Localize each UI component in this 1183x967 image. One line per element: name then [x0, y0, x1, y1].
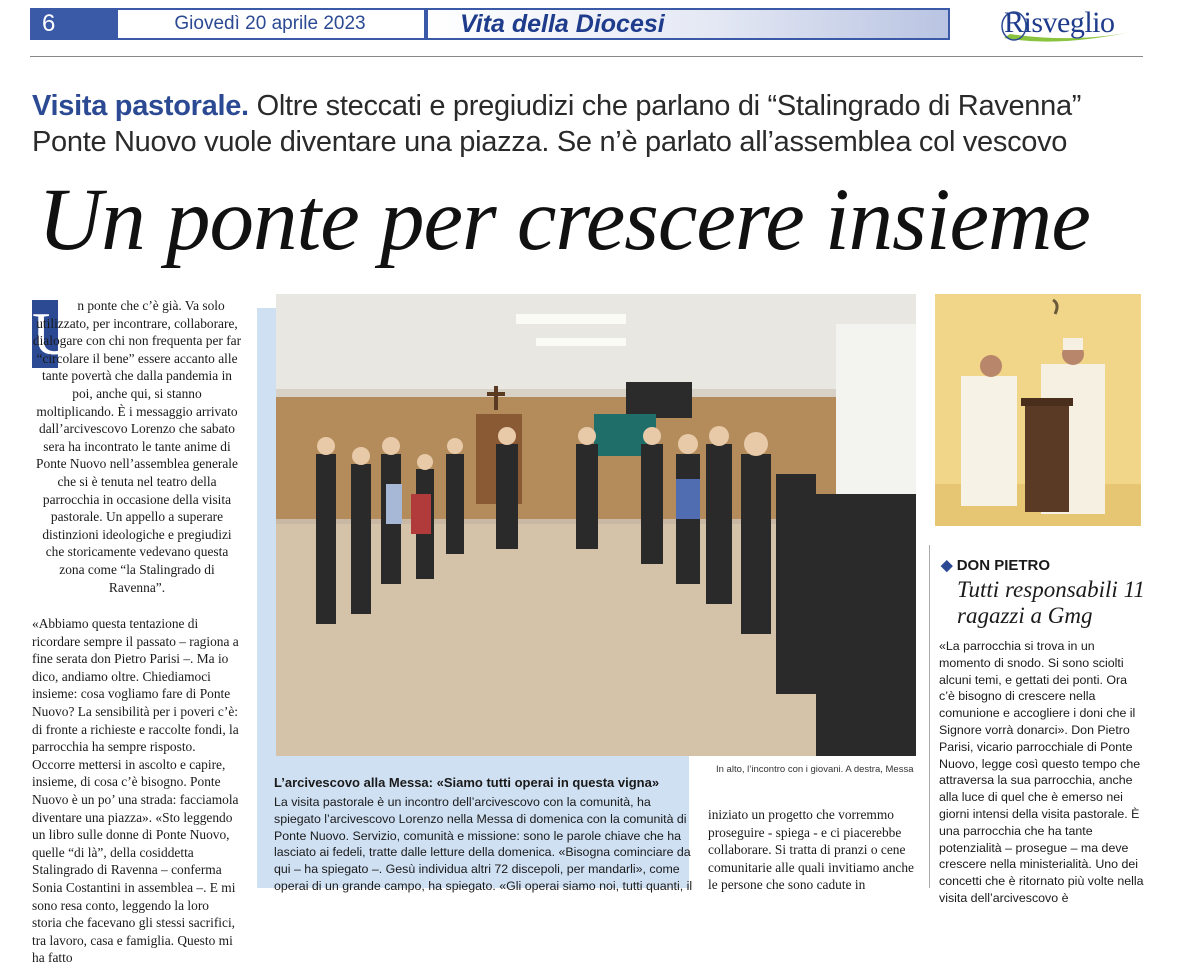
header-divider — [30, 56, 1143, 57]
sidebar-title: Tutti responsabili 11 ragazzi a Gmg — [957, 577, 1145, 628]
drop-cap: U — [32, 301, 76, 367]
page-number: 6 — [42, 10, 56, 37]
box-text: La visita pastorale è un incontro dell’arcivescovo con la comunità, ha spiegato l’arcivescovo Lorenzo nella Messa di domenica con la comunità di Ponte Nuovo. Servizio, comunità e missione: sono le parole chiave che ha lasciato ai fedeli, tratte dalle letture della domenica. «Bisogna cominciare da qui – ha spiegato –. Gesù individua altri 72 discepoli, per mandarli», come operai di un grande campo, ha spiegato. «Gli operai siamo noi, tutti quanti, il — [274, 795, 693, 893]
mass-photo — [935, 294, 1141, 526]
body-paragraph-1: n ponte che c’è già. Va solo utilizzato, per incontrare, collaborare, dialogare con chi non frequenta per far “circolare il bene” essere accanto alle tante povertà che dalla pandemia in poi, anche qui, si stanno moltiplicando. È i messaggio arrivato dall’arcivescovo Lorenzo che sabato sera ha incontrato le tante anime di Ponte Nuovo nell’assemblea generale che si è tenuta nel teatro della parrocchia in occasione della visita pastorale. Un appello a superare distinzioni ideologiche e pregiudizi che storicamente vedevano questa zona come “la Stalingrado di Ravenna”. — [32, 298, 242, 595]
box-title: L’arcivescovo alla Messa: «Siamo tutti operai in questa vigna» — [274, 775, 660, 790]
youth-meeting-photo — [276, 294, 916, 756]
sidebar-kicker-label: DON PIETRO — [956, 557, 1051, 574]
sidebar-text: «La parrocchia si trova in un momento di snodo. Si sono sciolti alcuni temi, e gettati dei ponti. Ora c’è bisogno di crescere nella comunione e accogliere i doni che il Signore vorrà donarci». Don Pietro Parisi, vicario parrocchiale di Ponte Nuovo, legge così questo tempo che attraversa la sua parrocchia, anche alla luce di quel che è emerso nei giorni intensi della visita pastorale. È una parrocchia che ha tante potenzialità – prosegue – ma deve crescere nella ministerialità. Uno dei concetti che è ritornato più volte nella visita dell’arcivescovo è — [939, 639, 1144, 905]
article-headline: Un ponte per crescere insieme — [38, 171, 1090, 269]
kicker-lead: Visita pastorale. — [32, 90, 249, 122]
masthead-logo: Risveglio — [1004, 6, 1115, 39]
sidebar-divider — [929, 545, 930, 888]
body-paragraph-2: «Abbiamo questa tentazione di ricordare sempre il passato – ragiona a fine serata don Pietro Parisi –. Ma io dico, andiamo oltre. Chiediamoci insieme: cosa vogliamo fare di Ponte Nuovo? La sensibilità per i poveri c’è: di fronte a richieste e raccolte fondi, la parrocchia ha sempre risposto. Occorre mettersi in ascolto e capire, insieme, di cosa c’è bisogno. Ponte Nuovo è un po’ una strada: facciamola diventare una piazza». «Sto leggendo un libro sulle donne di Ponte Nuovo, quelle “di là”, della cosiddetta Stalingrado di Ravenna – conferma Sonia Costantini in assemblea –. E mi sono resa conto, leggendo la loro storia che facevano gli stessi sacrifici, tra lavoro, casa e famiglia. Questo mi ha fatto — [32, 616, 239, 966]
issue-date: Giovedì 20 aprile 2023 — [174, 13, 366, 34]
middle-column-text: iniziato un progetto che vorremmo proseguire - spiega - e ci piacerebbe collaborare. Si tratta di pranzi o cene comunitarie alle quali invitiamo anche le persone che sono cadute in — [708, 807, 914, 893]
photo-caption: In alto, l’incontro con i giovani. A destra, Messa — [716, 764, 914, 775]
kicker-rest: Oltre steccati e pregiudizi che parlano di “Stalingrado di Ravenna” Ponte Nuovo vuole diventare una piazza. Se n’è parlato all’assemblea col vescovo — [32, 90, 1082, 158]
section-title: Vita della Diocesi — [460, 10, 665, 38]
diamond-icon: ◆ — [941, 557, 953, 574]
sidebar-kicker — [941, 556, 1050, 574]
article-kicker — [32, 88, 1152, 160]
